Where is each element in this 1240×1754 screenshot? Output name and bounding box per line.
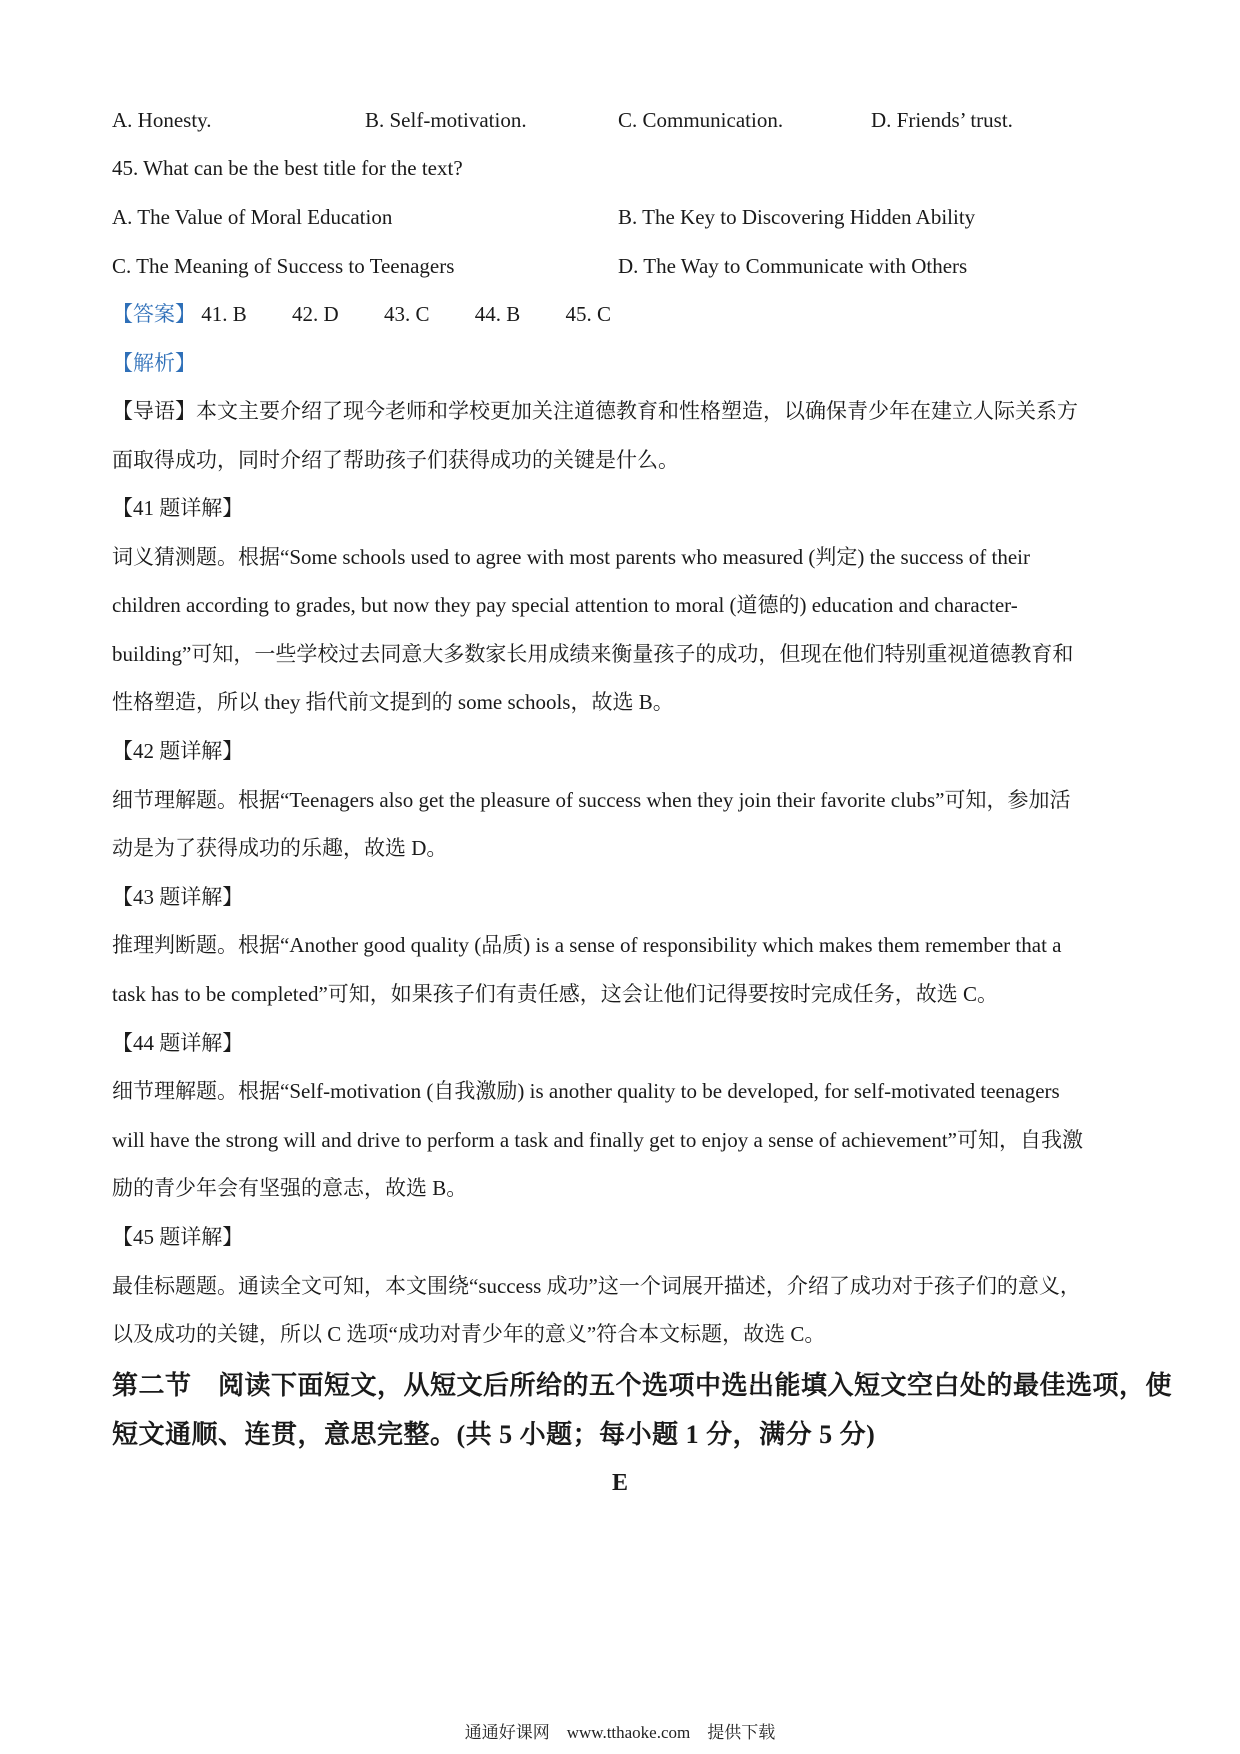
footer-source: 通通好课网 www.tthaoke.com 提供下载 bbox=[464, 1723, 776, 1742]
answer-41: 41. B bbox=[201, 302, 247, 326]
q43-line-2: task has to be completed”可知，如果孩子们有责任感，这会让他们记得要按时完成任务，故选 C。 bbox=[112, 982, 999, 1006]
q41-line-3: building”可知，一些学校过去同意大多数家长用成绩来衡量孩子的成功，但现在他们特别重视道德教育和 bbox=[112, 642, 1074, 666]
q45-option-b: B. The Key to Discovering Hidden Ability bbox=[618, 205, 976, 229]
q41-heading: 【41 题详解】 bbox=[112, 496, 244, 520]
q44-line-2: will have the strong will and drive to perform a task and finally get to enjoy a sense of achievement”可知，自我激 bbox=[112, 1128, 1083, 1152]
intro-line-2: 面取得成功，同时介绍了帮助孩子们获得成功的关键是什么。 bbox=[112, 448, 679, 472]
q44-line-3: 励的青少年会有坚强的意志，故选 B。 bbox=[112, 1176, 468, 1200]
q43-heading: 【43 题详解】 bbox=[112, 885, 244, 909]
answer-43: 43. C bbox=[383, 302, 430, 326]
q44-option-c: C. Communication. bbox=[618, 108, 784, 132]
q45-option-a: A. The Value of Moral Education bbox=[112, 205, 393, 229]
answer-label: 【答案】 bbox=[112, 302, 196, 326]
analysis-label: 【解析】 bbox=[112, 351, 196, 375]
q42-heading: 【42 题详解】 bbox=[112, 739, 244, 763]
q42-line-2: 动是为了获得成功的乐趣，故选 D。 bbox=[112, 836, 448, 860]
q44-heading: 【44 题详解】 bbox=[112, 1031, 244, 1055]
q44-line-1: 细节理解题。根据“Self-motivation (自我激励) is another quality to be developed, for self-motivated teenagers bbox=[112, 1079, 1060, 1103]
intro-line-1: 【导语】本文主要介绍了现今老师和学校更加关注道德教育和性格塑造，以确保青少年在建立人际关系方 bbox=[112, 399, 1078, 423]
q45-option-d: D. The Way to Communicate with Others bbox=[618, 254, 968, 278]
q45-line-1: 最佳标题题。通读全文可知，本文围绕“success 成功”这一个词展开描述，介绍了成功对于孩子们的意义， bbox=[112, 1274, 1081, 1298]
answer-key bbox=[112, 300, 651, 328]
q41-line-4: 性格塑造，所以 they 指代前文提到的 some schools，故选 B。 bbox=[112, 690, 674, 714]
q44-option-b: B. Self-motivation. bbox=[365, 108, 527, 132]
q41-line-2: children according to grades, but now they pay special attention to moral (道德的) education and character- bbox=[112, 593, 1018, 617]
answer-44: 44. B bbox=[474, 302, 521, 326]
q45-option-c: C. The Meaning of Success to Teenagers bbox=[112, 254, 455, 278]
q43-line-1: 推理判断题。根据“Another good quality (品质) is a sense of responsibility which makes them remember that a bbox=[112, 933, 1062, 957]
answer-45: 45. C bbox=[565, 302, 611, 326]
q44-option-a: A. Honesty. bbox=[112, 108, 212, 132]
q45-line-2: 以及成功的关键，所以 C 选项“成功对青少年的意义”符合本文标题，故选 C。 bbox=[112, 1322, 826, 1346]
q42-line-1: 细节理解题。根据“Teenagers also get the pleasure of success when they join their favorite clubs”可知，参加活 bbox=[112, 788, 1071, 812]
q45-question: 45. What can be the best title for the text? bbox=[112, 156, 463, 180]
section2-title-line-1: 第二节 阅读下面短文，从短文后所给的五个选项中选出能填入短文空白处的最佳选项，使 bbox=[112, 1371, 1173, 1400]
q44-option-d: D. Friends’ trust. bbox=[871, 108, 1013, 132]
q45-heading: 【45 题详解】 bbox=[112, 1225, 244, 1249]
q41-line-1: 词义猜测题。根据“Some schools used to agree with most parents who measured (判定) the success of their bbox=[112, 545, 1030, 569]
answer-42: 42. D bbox=[292, 302, 339, 326]
passage-letter: E bbox=[611, 1470, 628, 1496]
section2-title-line-2: 短文通顺、连贯，意思完整。(共 5 小题；每小题 1 分，满分 5 分) bbox=[112, 1420, 876, 1449]
